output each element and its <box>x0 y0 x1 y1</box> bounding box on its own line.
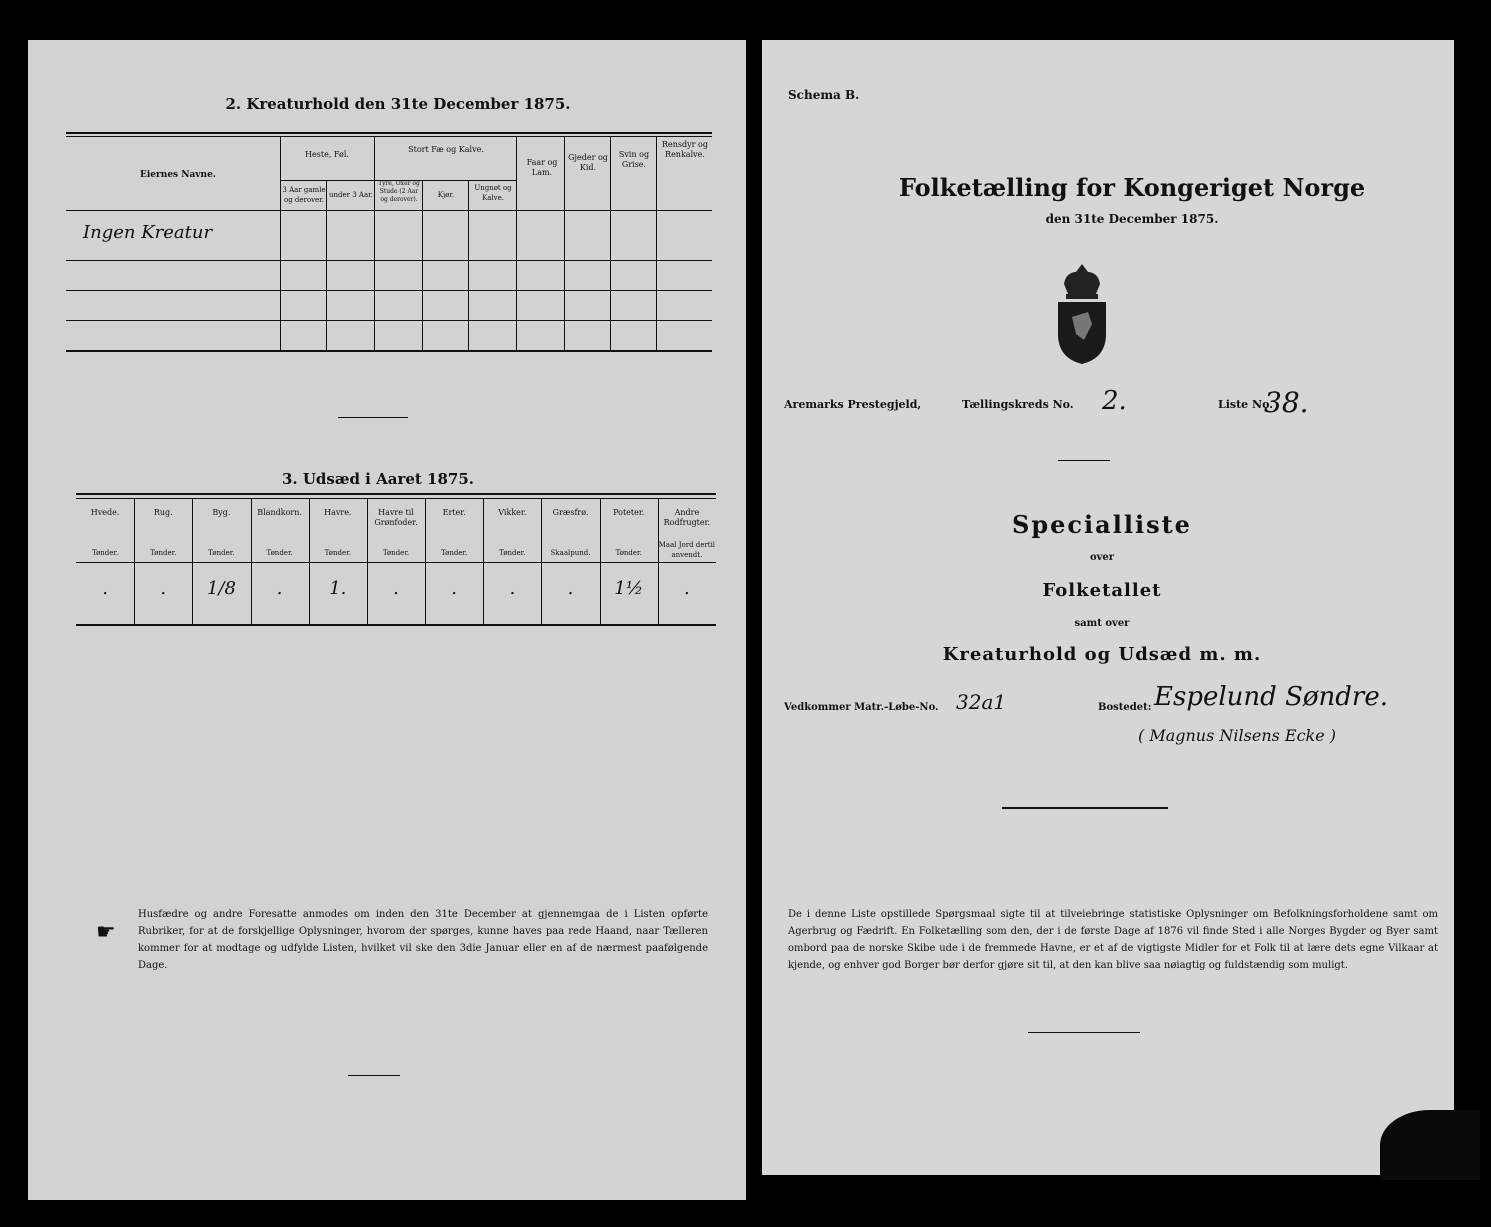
table3-bottom-rule <box>76 624 716 626</box>
header-faar: Faar og Lam. <box>526 158 558 177</box>
table2-col-divider <box>516 136 517 350</box>
table2-subheader-rule <box>66 210 712 211</box>
left-page <box>28 40 746 1200</box>
table3-header-rule <box>76 498 716 499</box>
table3-top-rule <box>76 493 716 495</box>
sowing-header: Hvede. <box>90 508 120 517</box>
samt-over-label: samt over <box>1074 618 1130 629</box>
sowing-value: . <box>276 578 283 599</box>
sowing-unit: Tønder. <box>499 549 526 557</box>
specialliste-title: Specialliste <box>1012 510 1192 539</box>
census-title: Folketælling for Kongeriget Norge <box>898 173 1366 202</box>
census-date: den 31te December 1875. <box>1045 212 1219 226</box>
sowing-unit: Tønder. <box>615 549 642 557</box>
bosted-value: Espelund Søndre. <box>1154 682 1388 712</box>
table2-row-line <box>66 260 712 261</box>
table2-col-divider <box>280 136 281 350</box>
bosted-label: Bostedet: <box>1098 702 1152 713</box>
sowing-unit: Skaalpund. <box>550 549 591 557</box>
sowing-header: Poteter. <box>613 508 645 517</box>
header-rensdyr: Rensdyr og Renkalve. <box>662 140 708 159</box>
sowing-header: Vikker. <box>498 508 527 517</box>
table2-row-line <box>66 320 712 321</box>
sowing-unit: Tønder. <box>441 549 468 557</box>
header-gjeder: Gjeder og Kid. <box>568 153 608 172</box>
table3-value-rule <box>76 562 716 563</box>
header-kjor: Kjør. <box>437 191 455 199</box>
matr-value: 32a1 <box>956 690 1007 714</box>
folketallet-title: Folketallet <box>1042 580 1162 601</box>
sowing-unit: Tønder. <box>324 549 351 557</box>
header-ungnot: Ungnøt og Kalve. <box>474 184 512 202</box>
sowing-value: . <box>102 578 108 599</box>
taellingskreds-value: 2. <box>1102 386 1127 416</box>
section2-title: 2. Kreaturhold den 31te December 1875. <box>225 95 571 113</box>
coat-of-arms-icon <box>1052 262 1112 367</box>
liste-value: 38. <box>1264 386 1309 419</box>
header-tyre: Tyre, Oxer og Stude (2 Aar og derover). <box>378 180 420 203</box>
bosted-value-note: ( Magnus Nilsens Ecke ) <box>1138 726 1337 745</box>
sowing-header: Rug. <box>153 508 173 517</box>
sowing-value: . <box>393 578 399 599</box>
table2-bottom-rule <box>66 350 712 352</box>
header-svin: Svin og Grise. <box>618 150 650 169</box>
sowing-unit: Maal Jord dertil anvendt. <box>658 541 716 559</box>
sowing-value: 1½ <box>614 578 644 599</box>
prestegjeld-label: Aremarks Prestegjeld, <box>784 398 922 411</box>
sowing-unit: Tønder. <box>266 549 293 557</box>
sowing-header: Græsfrø. <box>552 508 589 517</box>
sowing-header: Andre Rodfrugter. <box>663 508 711 527</box>
page-corner-shadow <box>1380 1110 1480 1180</box>
right-page <box>762 40 1454 1175</box>
header-eiernes-navne: Eiernes Navne. <box>140 170 216 180</box>
sowing-value: 1. <box>329 578 347 599</box>
sowing-unit: Tønder. <box>91 549 119 557</box>
kreaturhold-title: Kreaturhold og Udsæd m. m. <box>942 644 1262 665</box>
separator-rule <box>1058 460 1110 461</box>
sowing-value: . <box>567 578 574 599</box>
table2-col-divider <box>610 136 611 350</box>
table2-top-rule <box>66 132 712 134</box>
header-stort-fae: Stort Fæ og Kalve. <box>408 145 484 154</box>
sowing-unit: Tønder. <box>208 549 235 557</box>
separator-rule <box>338 417 408 418</box>
liste-label: Liste No. <box>1218 398 1274 411</box>
table2-row-line <box>66 290 712 291</box>
footer-rule <box>348 1075 400 1076</box>
sowing-header: Havre til Grønfoder. <box>374 508 418 527</box>
sowing-unit: Tønder. <box>150 549 177 557</box>
schema-label: Schema B. <box>788 88 860 102</box>
section3-title: 3. Udsæd i Aaret 1875. <box>281 470 475 488</box>
sowing-value: 1/8 <box>206 578 236 599</box>
matr-label: Vedkommer Matr.-Løbe-No. <box>784 702 939 713</box>
sowing-header: Havre. <box>324 508 352 517</box>
over-label: over <box>1089 552 1115 563</box>
header-heste: Heste, Føl. <box>305 150 349 159</box>
sowing-value: . <box>160 578 167 599</box>
owner-name-entry: Ingen Kreatur <box>83 222 213 243</box>
taellingskreds-label: Tællingskreds No. <box>962 398 1074 411</box>
table2-col-divider <box>422 180 423 350</box>
sowing-value: . <box>684 578 690 599</box>
sowing-value: . <box>509 578 516 599</box>
table2-col-divider <box>326 180 327 350</box>
sowing-unit: Tønder. <box>382 549 410 557</box>
sowing-header: Blandkorn. <box>257 508 302 517</box>
sowing-header: Byg. <box>212 508 231 517</box>
sowing-value: . <box>451 578 458 599</box>
header-heste-under: under 3 Aar. <box>329 191 373 199</box>
sowing-header: Erter. <box>442 508 466 517</box>
table2-col-divider <box>656 136 657 350</box>
info-text: De i denne Liste opstillede Spørgsmaal sigte til at tilveiebringe statistiske Oplysninger om Befolkningsforholdene samt om Agerbrug og Fædrift. En Folketælling som den, der i de første Dage af 1876 vil finde Sted i alle Norges Bygder og Byer samt ombord paa de norske Skibe ude i de fremmede Havne, er et af de vigtigste Midler for et Folk til at lære dets egne Vilkaar at kjende, og enhver god Borger bør derfor gjøre sit til, at den kan blive saa nøiagtig og fuldstændig som muligt. <box>788 909 1438 971</box>
notice-text: Husfædre og andre Foresatte anmodes om inden den 31te December at gjennemgaa de i Listen opførte Rubriker, for at de forskjellige Oplysninger, hvorom der spørges, kunne haves paa rede Haand, naar Tælleren kommer for at modtage og udfylde Listen, hvilket vil ske den 3die Januar eller en af de nærmest paafølgende Dage. <box>138 909 708 971</box>
footer-rule <box>1028 1032 1140 1033</box>
table2-col-divider <box>468 180 469 350</box>
separator-rule <box>1002 807 1168 809</box>
table2-header-rule <box>66 136 712 137</box>
table2-col-divider <box>564 136 565 350</box>
header-heste-3aar: 3 Aar gamle og derover. <box>282 186 326 204</box>
pointing-hand-icon: ☛ <box>96 920 116 945</box>
table2-col-divider <box>374 136 375 350</box>
